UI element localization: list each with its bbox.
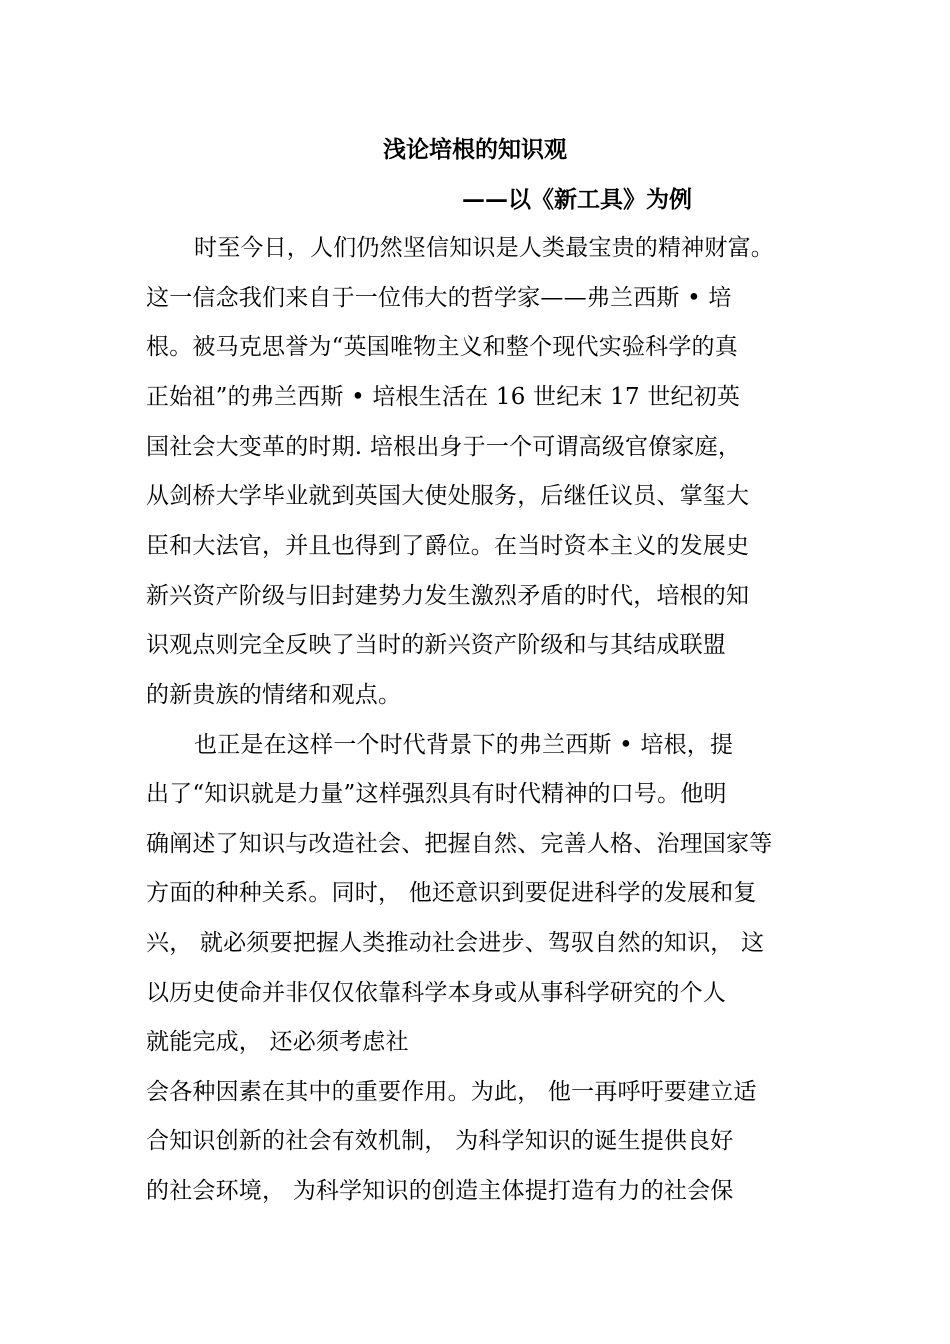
document-title: 浅论培根的知识观 xyxy=(383,136,567,163)
paragraph-2-line-2: 出了“知识就是力量”这样强烈具有时代精神的口号。他明 xyxy=(146,781,727,807)
paragraph-3-line-3: 的社会环境， 为科学知识的创造主体提打造有力的社会保 xyxy=(146,1178,734,1204)
paragraph-1-line-3: 根。被马克思誉为“英国唯物主义和整个现代实验科学的真 xyxy=(146,334,738,360)
paragraph-1-line-6: 从剑桥大学毕业就到英国大使处服务，后继任议员、掌玺大 xyxy=(146,483,750,509)
paragraph-1-line-7: 臣和大法官，并且也得到了爵位。在当时资本主义的发展史 xyxy=(146,533,750,559)
paragraph-1-line-4: 正始祖”的弗兰西斯 • 培根生活在 16 世纪末 17 世纪初英 xyxy=(146,384,741,410)
paragraph-2-line-5: 兴， 就必须要把握人类推动社会进步、驾驭自然的知识， 这 xyxy=(146,930,765,956)
paragraph-1-line-2: 这一信念我们来自于一位伟大的哲学家——弗兰西斯 • 培 xyxy=(146,285,732,311)
paragraph-1-line-8: 新兴资产阶级与旧封建势力发生激烈矛盾的时代，培根的知 xyxy=(146,583,750,609)
paragraph-2-line-4: 方面的种种关系。同时， 他还意识到要促进科学的发展和复 xyxy=(146,880,757,906)
paragraph-3-line-2: 合知识创新的社会有效机制， 为科学知识的诞生提供良好 xyxy=(146,1128,734,1154)
paragraph-3-line-1: 会各种因素在其中的重要作用。为此， 他一再呼吁要建立适 xyxy=(146,1079,757,1105)
paragraph-2-line-6: 以历史使命并非仅仅依靠科学本身或从事科学研究的个人 xyxy=(146,980,726,1006)
paragraph-2-line-7: 就能完成， 还必须考虑社 xyxy=(146,1029,409,1055)
paragraph-1-line-1: 时至今日，人们仍然坚信知识是人类最宝贵的精神财富。 xyxy=(194,235,774,261)
paragraph-1-line-9: 识观点则完全反映了当时的新兴资产阶级和与其结成联盟 xyxy=(146,632,726,658)
paragraph-1-line-10: 的新贵族的情绪和观点。 xyxy=(146,682,402,708)
paragraph-2-line-1: 也正是在这样一个时代背景下的弗兰西斯 • 培根，提 xyxy=(194,732,734,758)
paragraph-2-line-3: 确阐述了知识与改造社会、把握自然、完善人格、治理国家等 xyxy=(146,831,773,857)
document-subtitle: ——以《新工具》为例 xyxy=(462,186,692,213)
paragraph-1-line-5: 国社会大变革的时期. 培根出身于一个可谓高级官僚家庭， xyxy=(146,434,742,460)
